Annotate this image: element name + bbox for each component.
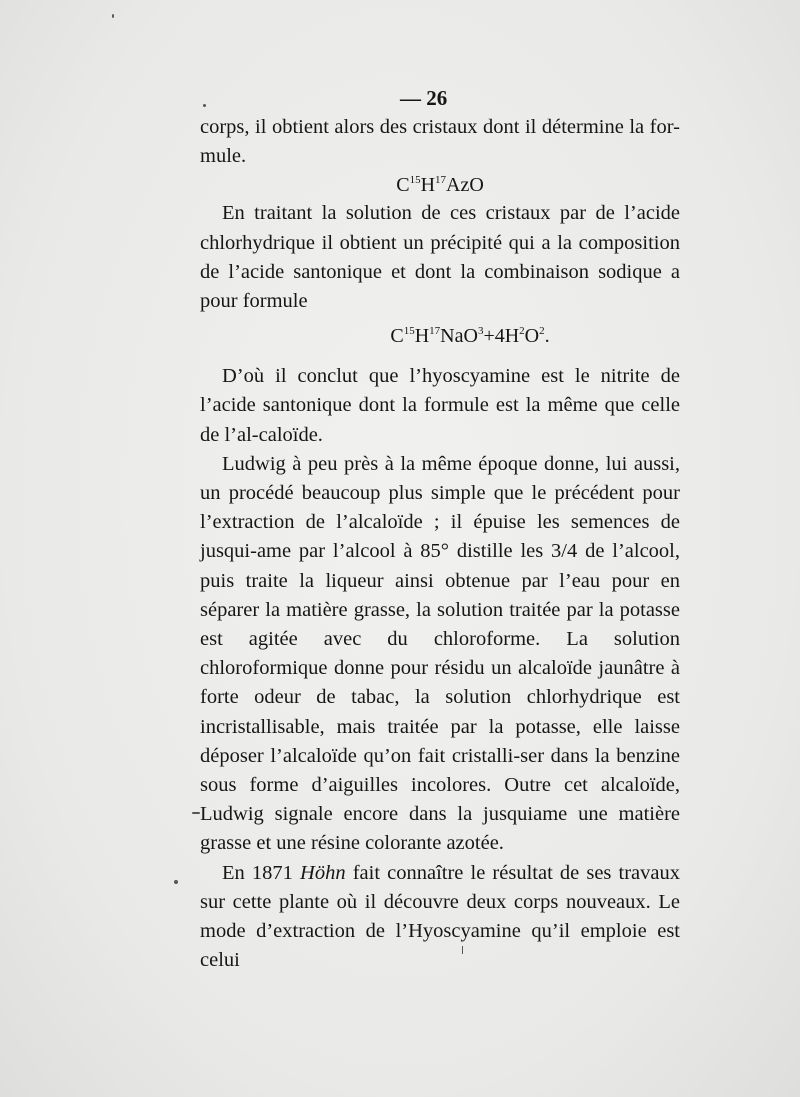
paragraph-2: En traitant la solution de ces cristaux par de l’acide chlorhydrique il obtient un précipité qui a la composition de l’acide santonique et dont la combinaison sodique a pour formule [200, 202, 680, 313]
paragraph-5: En 1871 Höhn fait connaître le résultat de ses travaux sur cette plante où il découvre deux corps nouveaux. Le mode d’extraction de l’Hyoscyamine qu’il emploie est celui [200, 861, 680, 972]
paragraph-4: Ludwig à peu près à la même époque donne, lui aussi, un procédé beaucoup plus simple que le précédent pour l’extraction de l’alcaloïde ; il épuise les semences de jusqui-ame par l’alcool à 85° distille les 3/4 de l’alcool, puis traite la liqueur ainsi obtenue par l’eau pour en séparer la matière grasse, la solution traitée par la potasse est agitée avec du chloroforme. La solution chloroformique donne pour résidu un alcaloïde jaunâtre à forte odeur de tabac, la solution chlorhydrique est incristallisable, mais traitée par la potasse, elle laisse déposer l’alcaloïde qu’on fait cristalli-ser dans la benzine sous forme d’aiguilles incolores. Outre cet alcaloïde, Ludwig signale encore dans la jusquiame une matière grasse et une résine colorante azotée. [200, 452, 680, 855]
ink-speck [462, 946, 463, 954]
author-name: Höhn [300, 861, 346, 884]
page-number: — 26 [400, 86, 448, 110]
ink-speck [192, 812, 200, 814]
paragraph-1: corps, il obtient alors des cristaux dont il détermine la for-mule. [200, 116, 680, 168]
ink-speck [203, 104, 206, 107]
formula-1: $C^{15}H^{17}AzO$ [396, 174, 484, 197]
formula-2: $C^{15}H^{17}NaO^3+4H^2O^2$. [390, 325, 550, 348]
body-text [200, 113, 680, 975]
ink-speck [174, 880, 178, 884]
ink-speck [112, 14, 114, 18]
paragraph-3: D’où il conclut que l’hyoscyamine est le nitrite de l’acide santonique dont la formule est la même que celle de l’al-caloïde. [200, 365, 680, 446]
